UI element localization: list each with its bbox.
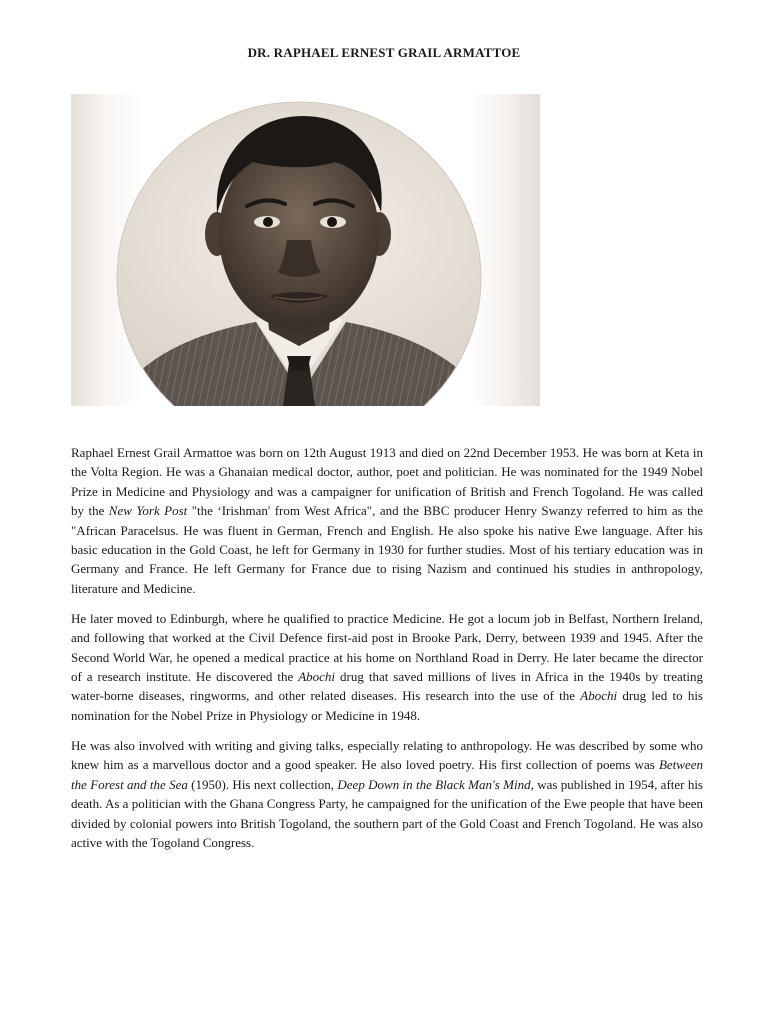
portrait-photo [71,94,540,406]
paragraph [71,609,703,725]
text-run: drug led to his nomination for the Nobel Prize in Physiology or Medicine in 1948. [71,688,703,723]
biography-text [71,443,703,863]
text-run: drug that saved millions of lives in Africa in the 1940s by treating water-borne diseases, ringworms, and other related diseases. His research into the use of the [71,669,703,704]
italic-title: New York Post [108,503,188,519]
italic-title: Deep Down in the Black Man's Mind [337,776,531,792]
paragraph [71,443,703,598]
text-run: (1950). His next collection, [187,776,338,792]
text-run: Raphael Ernest Grail Armattoe was born on 12th August 1913 and died on 22nd December 1953. He was born at Keta in the Volta Region. He was a Ghanaian medical doctor, author, poet and politician. He was nominated for the 1949 Nobel Prize in Medicine and Physiology and was a campaigner for unification of British and French Togoland. He was called by the [71,445,703,519]
portrait-illustration [71,94,540,406]
italic-title: Abochi [298,669,336,685]
text-run: "the ‘Irishman' from West Africa", and the BBC producer Henry Swanzy referred to him as the "African Paracelsus. He was fluent in German, French and English. He also spoke his native Ewe language. After his basic education in the Gold Coast, he left for Germany in 1930 for further studies. Most of his tertiary education was in Germany and France. He left Germany for France due to rising Nazism and continued his studies in anthropology, literature and Medicine. [71,503,704,596]
text-run: He was also involved with writing and giving talks, especially relating to anthropology. He was described by some who knew him as a marvellous doctor and a good speaker. He also loved poetry. His first collection of poems was [71,737,703,773]
text-run: , was published in 1954, after his death. As a politician with the Ghana Congress Party, he campaigned for the unification of the Ewe people that have been divided by colonial powers into British Togoland, the southern part of the Gold Coast and French Togoland. He was also active with the Togoland Congress. [71,776,703,850]
italic-title: Abochi [580,688,618,704]
text-run: He later moved to Edinburgh, where he qualified to practice Medicine. He got a locum job in Belfast, Northern Ireland, and following that worked at the Civil Defence first-aid post in Brooke Park, Derry, between 1939 and 1945. After the Second World War, he opened a medical practice at his home on Northland Road in Derry. He later became the director of a research institute. He discovered the [71,610,703,685]
italic-title: Between the Forest and the Sea [71,757,703,792]
paragraph [71,736,703,852]
page-title: DR. RAPHAEL ERNEST GRAIL ARMATTOE [247,45,521,60]
